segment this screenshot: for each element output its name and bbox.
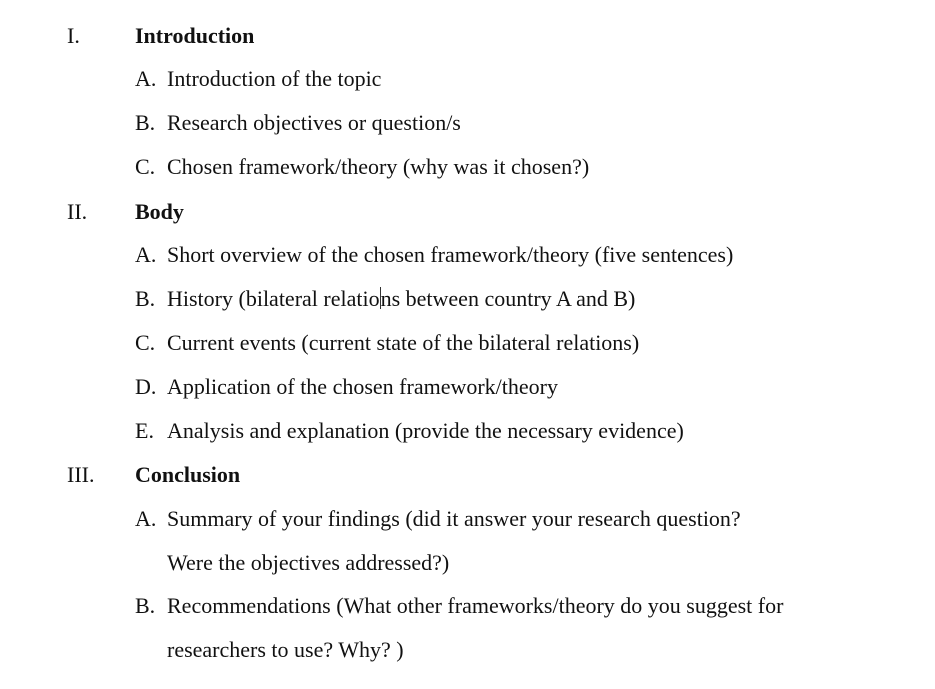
outline-item: [135, 277, 915, 321]
section-conclusion: [0, 460, 935, 490]
item-letter: B.: [135, 110, 156, 135]
outline-item: [135, 321, 915, 365]
item-text: Analysis and explanation (provide the necessary evidence): [167, 418, 684, 443]
item-letter: B.: [135, 593, 156, 618]
item-letter: A.: [135, 506, 157, 531]
item-letter: B.: [135, 286, 156, 311]
section-heading: Introduction: [135, 23, 255, 48]
item-letter: C.: [135, 154, 156, 179]
outline-item: [135, 497, 915, 541]
item-letter: A.: [135, 66, 157, 91]
outline-item: [135, 409, 915, 453]
item-letter: C.: [135, 330, 156, 355]
item-text: Short overview of the chosen framework/theory (five sentences): [167, 242, 734, 267]
section-introduction: [0, 21, 935, 51]
item-letter: A.: [135, 242, 157, 267]
outline-item: [135, 233, 915, 277]
item-text: Recommendations (What other frameworks/theory do you suggest for: [167, 593, 784, 618]
outline-item: [135, 145, 915, 189]
item-text: Introduction of the topic: [167, 66, 382, 91]
item-text-before-cursor: History (bilateral relatio: [167, 286, 380, 311]
outline-item: [135, 365, 915, 409]
section-numeral: III.: [67, 462, 95, 487]
item-text-after-cursor: ns between country A and B): [380, 286, 636, 311]
item-text-continuation: Were the objectives addressed?): [167, 550, 450, 575]
item-text: Summary of your findings (did it answer your research question?: [167, 506, 741, 531]
section-body: [0, 197, 935, 227]
outline-item: [135, 57, 915, 101]
outline-item: [135, 101, 915, 145]
item-text-continuation: researchers to use? Why? ): [167, 637, 404, 662]
section-heading: Body: [135, 199, 184, 224]
item-text: Current events (current state of the bilateral relations): [167, 330, 640, 355]
section-heading: Conclusion: [135, 462, 241, 487]
item-text: Research objectives or question/s: [167, 110, 461, 135]
item-text: Application of the chosen framework/theory: [167, 374, 558, 399]
item-text: Chosen framework/theory (why was it chosen?): [167, 154, 590, 179]
item-letter: D.: [135, 374, 157, 399]
section-numeral: II.: [67, 199, 88, 224]
outline-item: [135, 584, 915, 628]
section-numeral: I.: [67, 23, 80, 48]
item-letter: E.: [135, 418, 154, 443]
